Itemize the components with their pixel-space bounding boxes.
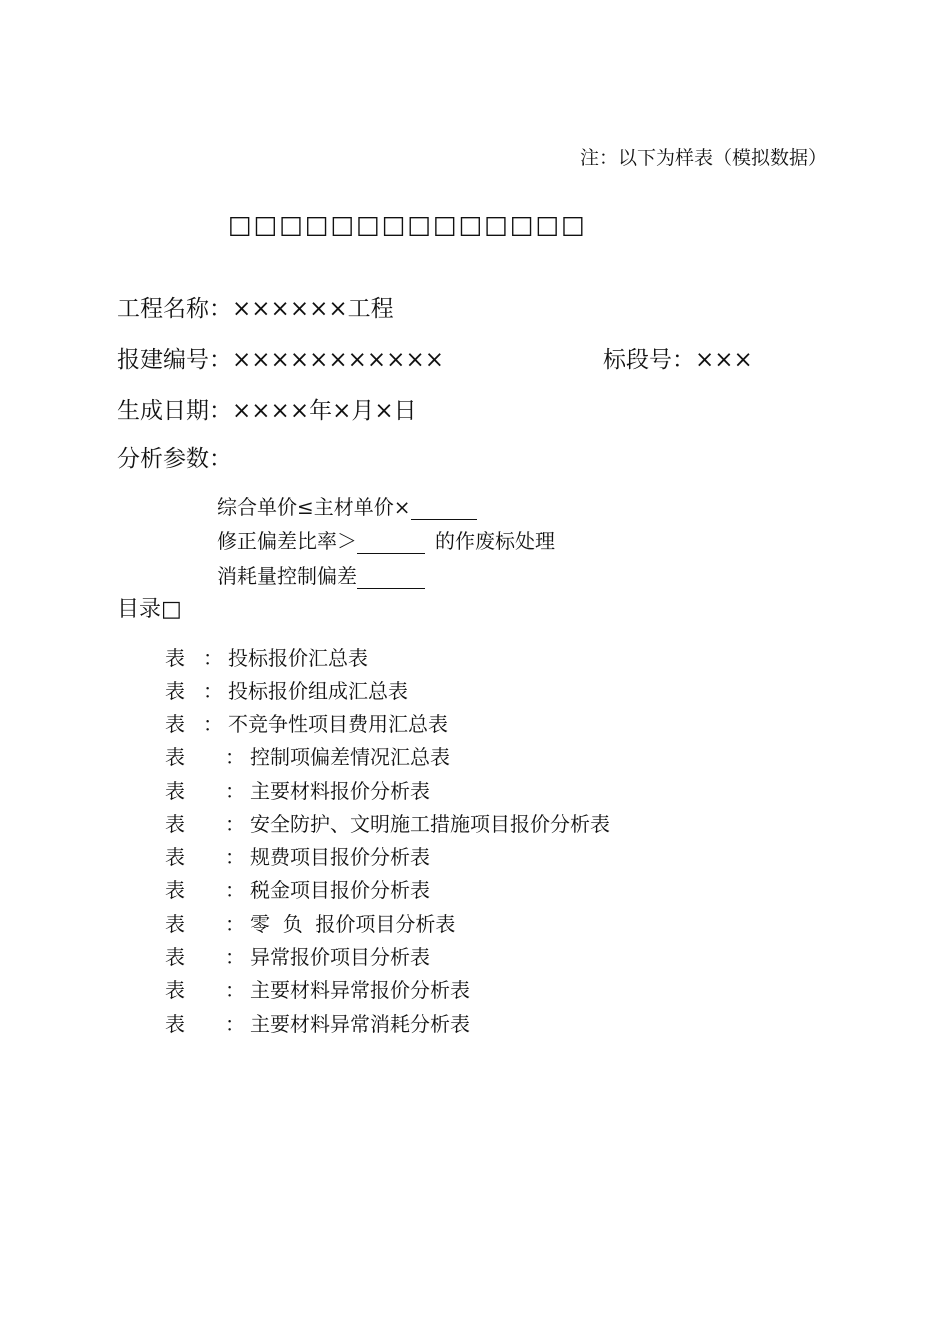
param-deviation-ratio [217, 525, 555, 554]
report-code-label: 报建编号： [117, 347, 232, 373]
generation-date-field [117, 392, 417, 425]
toc-label: 目录□ [117, 597, 182, 622]
param-deviation-ratio-blank [357, 531, 425, 554]
analysis-params-label: 分析参数： [117, 446, 232, 472]
param-consumption-deviation-blank [357, 566, 425, 589]
param-deviation-ratio-suffix: 的作废标处理 [435, 529, 555, 553]
section-number-field [603, 341, 753, 374]
param-unit-price [217, 491, 477, 520]
param-unit-price-blank [411, 497, 477, 520]
param-consumption-deviation [217, 560, 425, 589]
report-code-field [117, 341, 444, 374]
section-number-value: ××× [695, 347, 753, 373]
sample-note: 注：以下为样表（模拟数据） [580, 147, 828, 169]
report-code-value: ××××××××××× [232, 347, 444, 373]
document-title: □□□□□□□□□□□□□□ [228, 210, 587, 239]
generation-date-value: ××××年×月×日 [232, 398, 417, 424]
section-number-label: 标段号： [603, 347, 695, 373]
param-deviation-ratio-text: 修正偏差比率＞ [217, 529, 357, 553]
project-name-field [117, 290, 394, 323]
project-name-label: 工程名称： [117, 296, 232, 322]
project-name-value: ××××××工程 [232, 296, 394, 322]
param-consumption-deviation-text: 消耗量控制偏差 [217, 564, 357, 588]
generation-date-label: 生成日期： [117, 398, 232, 424]
param-unit-price-text: 综合单价≤主材单价× [217, 495, 411, 519]
